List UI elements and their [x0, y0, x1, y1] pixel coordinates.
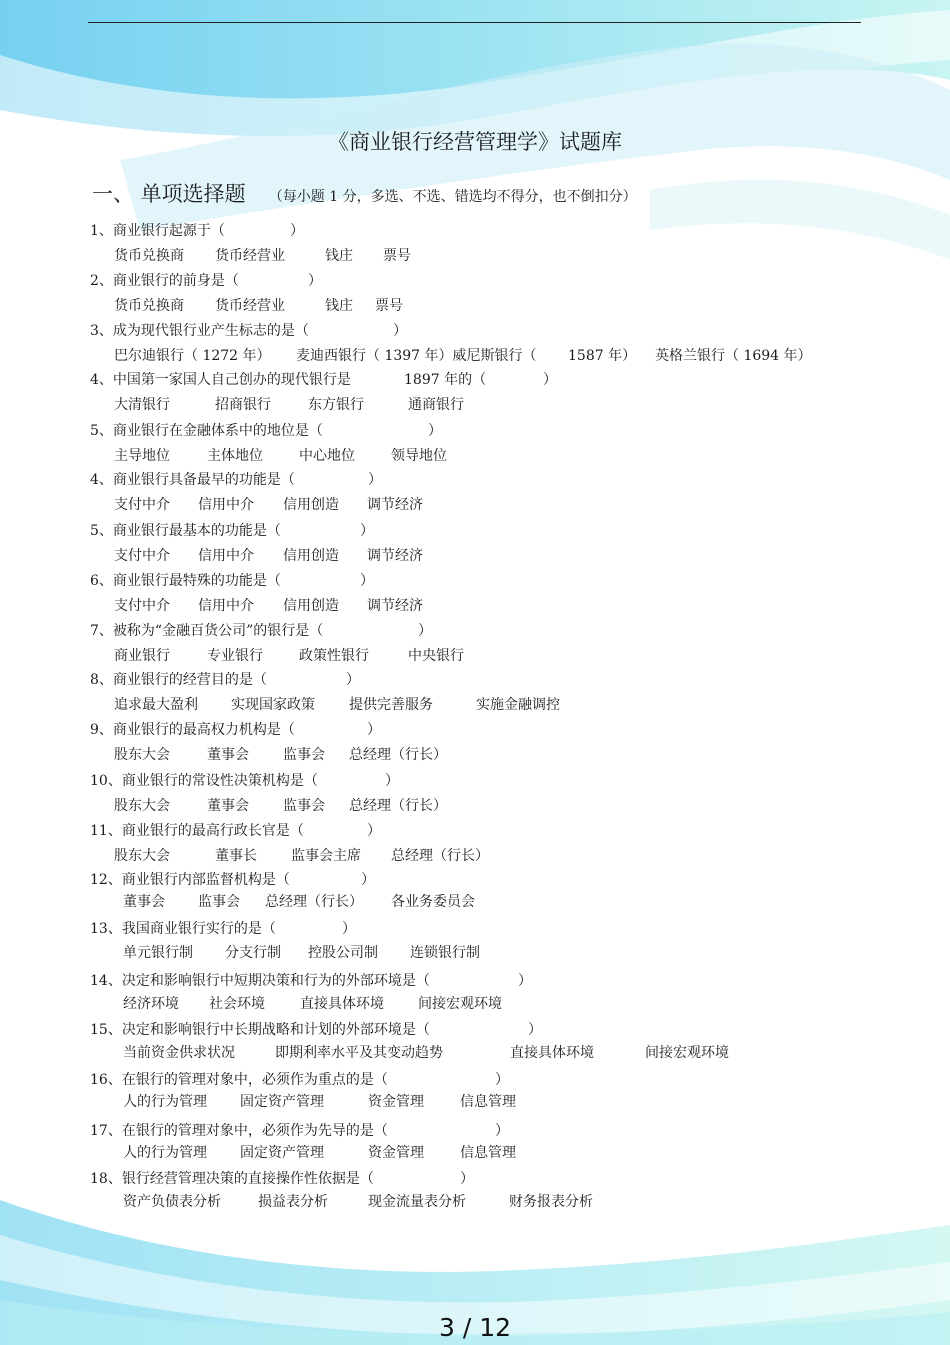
question-18-blank-close: ）: [495, 1072, 509, 1088]
question-7: 5、商业银行最基本的功能是（: [90, 523, 281, 539]
question-17-option-1: 当前资金供求状况: [123, 1045, 235, 1061]
question-12-blank-close: ）: [385, 773, 399, 789]
question-4-text-tail: 1897 年的（: [404, 372, 487, 388]
question-7-blank-close: ）: [360, 523, 374, 539]
question-10-blank-close: ）: [346, 672, 360, 688]
question-9: 7、被称为“金融百货公司”的银行是（: [90, 623, 324, 639]
question-20-option-3: 现金流量表分析: [368, 1194, 466, 1210]
question-19-blank-close: ）: [495, 1123, 509, 1139]
question-11-option-4: 总经理（行长）: [349, 747, 447, 763]
question-9-option-4: 中央银行: [408, 648, 464, 664]
question-4-option-1: 大清银行: [114, 397, 170, 413]
question-9-option-3: 政策性银行: [299, 648, 369, 664]
question-15-option-1: 单元银行制: [123, 945, 193, 961]
question-8-blank-close: ）: [360, 573, 374, 589]
question-4: 4、中国第一家国人自己创办的现代银行是: [90, 372, 351, 388]
question-9-option-2: 专业银行: [207, 648, 263, 664]
question-15-option-2: 分支行制: [225, 945, 281, 961]
question-15: 13、我国商业银行实行的是（: [90, 921, 276, 937]
question-20: 18、银行经营管理决策的直接操作性依据是（: [90, 1171, 374, 1187]
question-2-option-1: 货币兑换商: [114, 298, 184, 314]
question-19-option-4: 信息管理: [460, 1145, 516, 1161]
question-10-option-2: 实现国家政策: [231, 697, 315, 713]
question-8-option-4: 调节经济: [367, 598, 423, 614]
question-6-option-3: 信用创造: [283, 497, 339, 513]
question-20-option-2: 损益表分析: [258, 1194, 328, 1210]
question-6-option-4: 调节经济: [367, 497, 423, 513]
question-16-option-4: 间接宏观环境: [418, 996, 502, 1012]
question-10-option-4: 实施金融调控: [476, 697, 560, 713]
question-19-option-3: 资金管理: [368, 1145, 424, 1161]
question-18-option-1: 人的行为管理: [123, 1094, 207, 1110]
question-11-option-1: 股东大会: [114, 747, 170, 763]
question-1-option-1: 货币兑换商: [114, 248, 184, 264]
question-15-option-3: 控股公司制: [308, 945, 378, 961]
question-14-option-3: 总经理（行长）: [265, 894, 363, 910]
question-11-option-3: 监事会: [283, 747, 325, 763]
question-14-option-1: 董事会: [123, 894, 165, 910]
question-7-option-2: 信用中介: [198, 548, 254, 564]
question-15-option-4: 连锁银行制: [410, 945, 480, 961]
question-17-option-3: 直接具体环境: [510, 1045, 594, 1061]
question-1: 1、商业银行起源于（: [90, 223, 225, 239]
question-5-option-1: 主导地位: [114, 448, 170, 464]
document-title: 《商业银行经营管理学》试题库: [328, 130, 622, 154]
question-10-option-1: 追求最大盈利: [114, 697, 198, 713]
question-2-option-3: 钱庄: [325, 298, 353, 314]
question-4-blank-close: ）: [543, 372, 557, 388]
question-10: 8、商业银行的经营目的是（: [90, 672, 267, 688]
question-3: 3、成为现代银行业产生标志的是（: [90, 323, 309, 339]
question-5: 5、商业银行在金融体系中的地位是（: [90, 423, 323, 439]
question-2-blank-close: ）: [308, 273, 322, 289]
question-4-option-3: 东方银行: [308, 397, 364, 413]
question-14-blank-close: ）: [361, 872, 375, 888]
question-17-option-2: 即期利率水平及其变动趋势: [275, 1045, 443, 1061]
question-10-option-3: 提供完善服务: [349, 697, 433, 713]
question-14-option-2: 监事会: [198, 894, 240, 910]
question-2-option-4: 票号: [375, 298, 403, 314]
question-12-option-4: 总经理（行长）: [349, 798, 447, 814]
question-13-option-2: 董事长: [215, 848, 257, 864]
question-13-option-1: 股东大会: [114, 848, 170, 864]
question-13: 11、商业银行的最高行政长官是（: [90, 823, 304, 839]
question-3-option-3: 1587 年）: [568, 348, 637, 364]
question-13-option-3: 监事会主席: [291, 848, 361, 864]
question-8-option-2: 信用中介: [198, 598, 254, 614]
question-19-option-1: 人的行为管理: [123, 1145, 207, 1161]
section-heading: [92, 178, 637, 208]
question-19: 17、在银行的管理对象中，必须作为先导的是（: [90, 1123, 388, 1139]
question-16: 14、决定和影响银行中短期决策和行为的外部环境是（: [90, 973, 430, 989]
question-9-option-1: 商业银行: [114, 648, 170, 664]
question-16-option-1: 经济环境: [123, 996, 179, 1012]
page-number: 3 / 12: [438, 1313, 512, 1342]
question-1-option-3: 钱庄: [325, 248, 353, 264]
question-1-blank-close: ）: [290, 223, 304, 239]
question-18-option-2: 固定资产管理: [240, 1094, 324, 1110]
question-12: 10、商业银行的常设性决策机构是（: [90, 773, 318, 789]
question-20-option-4: 财务报表分析: [509, 1194, 593, 1210]
header-rule: [88, 22, 861, 23]
question-8-option-1: 支付中介: [114, 598, 170, 614]
question-8: 6、商业银行最特殊的功能是（: [90, 573, 281, 589]
question-5-option-4: 领导地位: [391, 448, 447, 464]
question-16-option-3: 直接具体环境: [300, 996, 384, 1012]
question-16-blank-close: ）: [518, 973, 532, 989]
question-14-option-4: 各业务委员会: [391, 894, 475, 910]
question-18-option-4: 信息管理: [460, 1094, 516, 1110]
question-3-option-4: 英格兰银行（ 1694 年）: [655, 348, 812, 364]
question-1-option-2: 货币经营业: [215, 248, 285, 264]
question-20-option-1: 资产负债表分析: [123, 1194, 221, 1210]
question-18-option-3: 资金管理: [368, 1094, 424, 1110]
question-4-option-2: 招商银行: [215, 397, 271, 413]
question-11-option-2: 董事会: [207, 747, 249, 763]
question-3-blank-close: ）: [393, 323, 407, 339]
question-17: 15、决定和影响银行中长期战略和计划的外部环境是（: [90, 1022, 430, 1038]
question-12-option-3: 监事会: [283, 798, 325, 814]
question-17-blank-close: ）: [528, 1022, 542, 1038]
question-20-blank-close: ）: [460, 1171, 474, 1187]
question-6: 4、商业银行具备最早的功能是（: [90, 472, 295, 488]
question-14: 12、商业银行内部监督机构是（: [90, 872, 290, 888]
question-12-option-1: 股东大会: [114, 798, 170, 814]
question-5-option-2: 主体地位: [207, 448, 263, 464]
question-15-blank-close: ）: [342, 921, 356, 937]
question-6-option-2: 信用中介: [198, 497, 254, 513]
question-17-option-4: 间接宏观环境: [645, 1045, 729, 1061]
question-2-option-2: 货币经营业: [215, 298, 285, 314]
question-6-option-1: 支付中介: [114, 497, 170, 513]
question-11-blank-close: ）: [367, 722, 381, 738]
question-8-option-3: 信用创造: [283, 598, 339, 614]
question-18: 16、在银行的管理对象中，必须作为重点的是（: [90, 1072, 388, 1088]
question-16-option-2: 社会环境: [209, 996, 265, 1012]
question-3-option-1: 巴尔迪银行（ 1272 年）: [114, 348, 271, 364]
section-note: （每小题 1 分，多选、不选、错选均不得分，也不倒扣分）: [268, 189, 637, 205]
question-4-option-4: 通商银行: [408, 397, 464, 413]
section-title: 一、 单项选择题: [92, 182, 246, 206]
question-6-blank-close: ）: [368, 472, 382, 488]
question-13-blank-close: ）: [367, 823, 381, 839]
question-3-option-2: 麦迪西银行（ 1397 年）威尼斯银行（: [296, 348, 537, 364]
question-5-option-3: 中心地位: [299, 448, 355, 464]
question-7-option-1: 支付中介: [114, 548, 170, 564]
question-19-option-2: 固定资产管理: [240, 1145, 324, 1161]
question-13-option-4: 总经理（行长）: [391, 848, 489, 864]
question-2: 2、商业银行的前身是（: [90, 273, 239, 289]
question-11: 9、商业银行的最高权力机构是（: [90, 722, 295, 738]
question-7-option-3: 信用创造: [283, 548, 339, 564]
question-7-option-4: 调节经济: [367, 548, 423, 564]
question-9-blank-close: ）: [418, 623, 432, 639]
question-5-blank-close: ）: [428, 423, 442, 439]
question-1-option-4: 票号: [383, 248, 411, 264]
question-12-option-2: 董事会: [207, 798, 249, 814]
